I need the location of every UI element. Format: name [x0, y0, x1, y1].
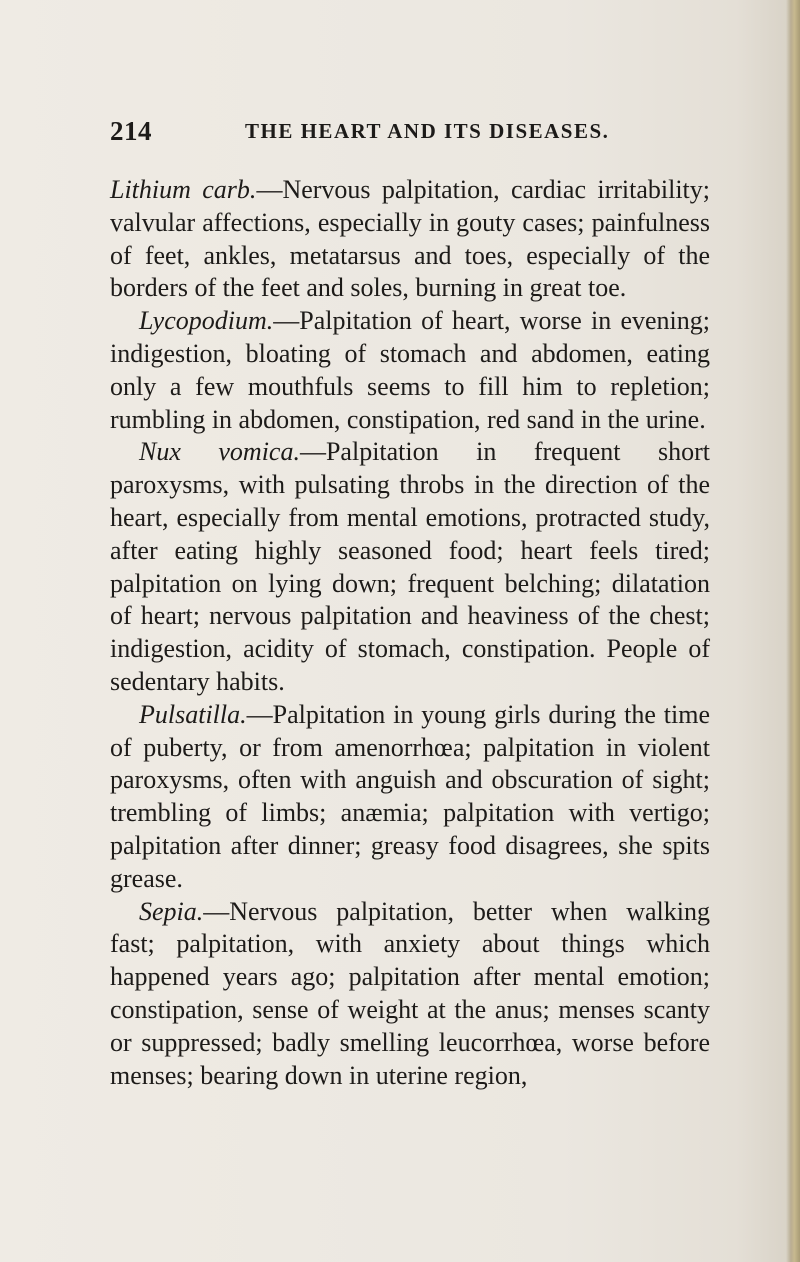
- remedy-description: —Nervous palpitation, cardiac irritability; valvular affections, especially in gouty cases; painfulness of feet, ankles, metatarsus and toes, especially of the borders of the feet and soles, burning in great toe.: [110, 175, 710, 303]
- remedy-name: Lithium carb.: [110, 175, 257, 204]
- page-edge: [786, 0, 800, 1262]
- remedy-name: Sepia.: [139, 896, 204, 926]
- remedy-description: —Palpitation of heart, worse in evening; indigestion, bloating of stomach and abdomen, eating only a few mouthfuls seems to fill him to repletion; rumbling in abdomen, constipation, red sand in the urine.: [110, 306, 710, 434]
- paragraph-lycopodium: [110, 305, 710, 436]
- running-head: THE HEART AND ITS DISEASES.: [245, 119, 610, 143]
- remedy-description: —Palpitation in frequent short paroxysms, with pulsating throbs in the direction of the heart, especially from mental emotions, protracted study, after eating highly seasoned food; heart feels tired; palpitation on lying down; frequent belching; dilatation of heart; nervous palpitation and heaviness of the chest; indigestion, acidity of stomach, constipation. People of sedentary habits.: [110, 437, 710, 696]
- paragraph-pulsatilla: [110, 699, 710, 896]
- paragraph-nux-vomica: [110, 436, 710, 698]
- page-number: 214: [110, 116, 152, 146]
- body-text: [110, 174, 710, 1092]
- page-header: [110, 116, 710, 152]
- remedy-name: Lycopodium.: [139, 306, 274, 336]
- paragraph-sepia: [110, 896, 710, 1093]
- remedy-name: Pulsatilla.: [139, 699, 247, 729]
- remedy-description: —Nervous palpitation, better when walking fast; palpitation, with anxiety about things which happened years ago; palpitation after mental emotion; constipation, sense of weight at the anus; menses scanty or suppressed; badly smelling leucorrhœa, worse before menses; bearing down in uterine region,: [110, 896, 710, 1090]
- remedy-description: —Palpitation in young girls during the time of puberty, or from amenorrhœa; palpitation in violent paroxysms, often with anguish and obscuration of sight; trembling of limbs; anæmia; palpitation with vertigo; palpitation after dinner; greasy food disagrees, she spits grease.: [110, 699, 710, 893]
- paragraph-lithium-carb: [110, 174, 710, 305]
- remedy-name: Nux vomica.: [139, 437, 300, 467]
